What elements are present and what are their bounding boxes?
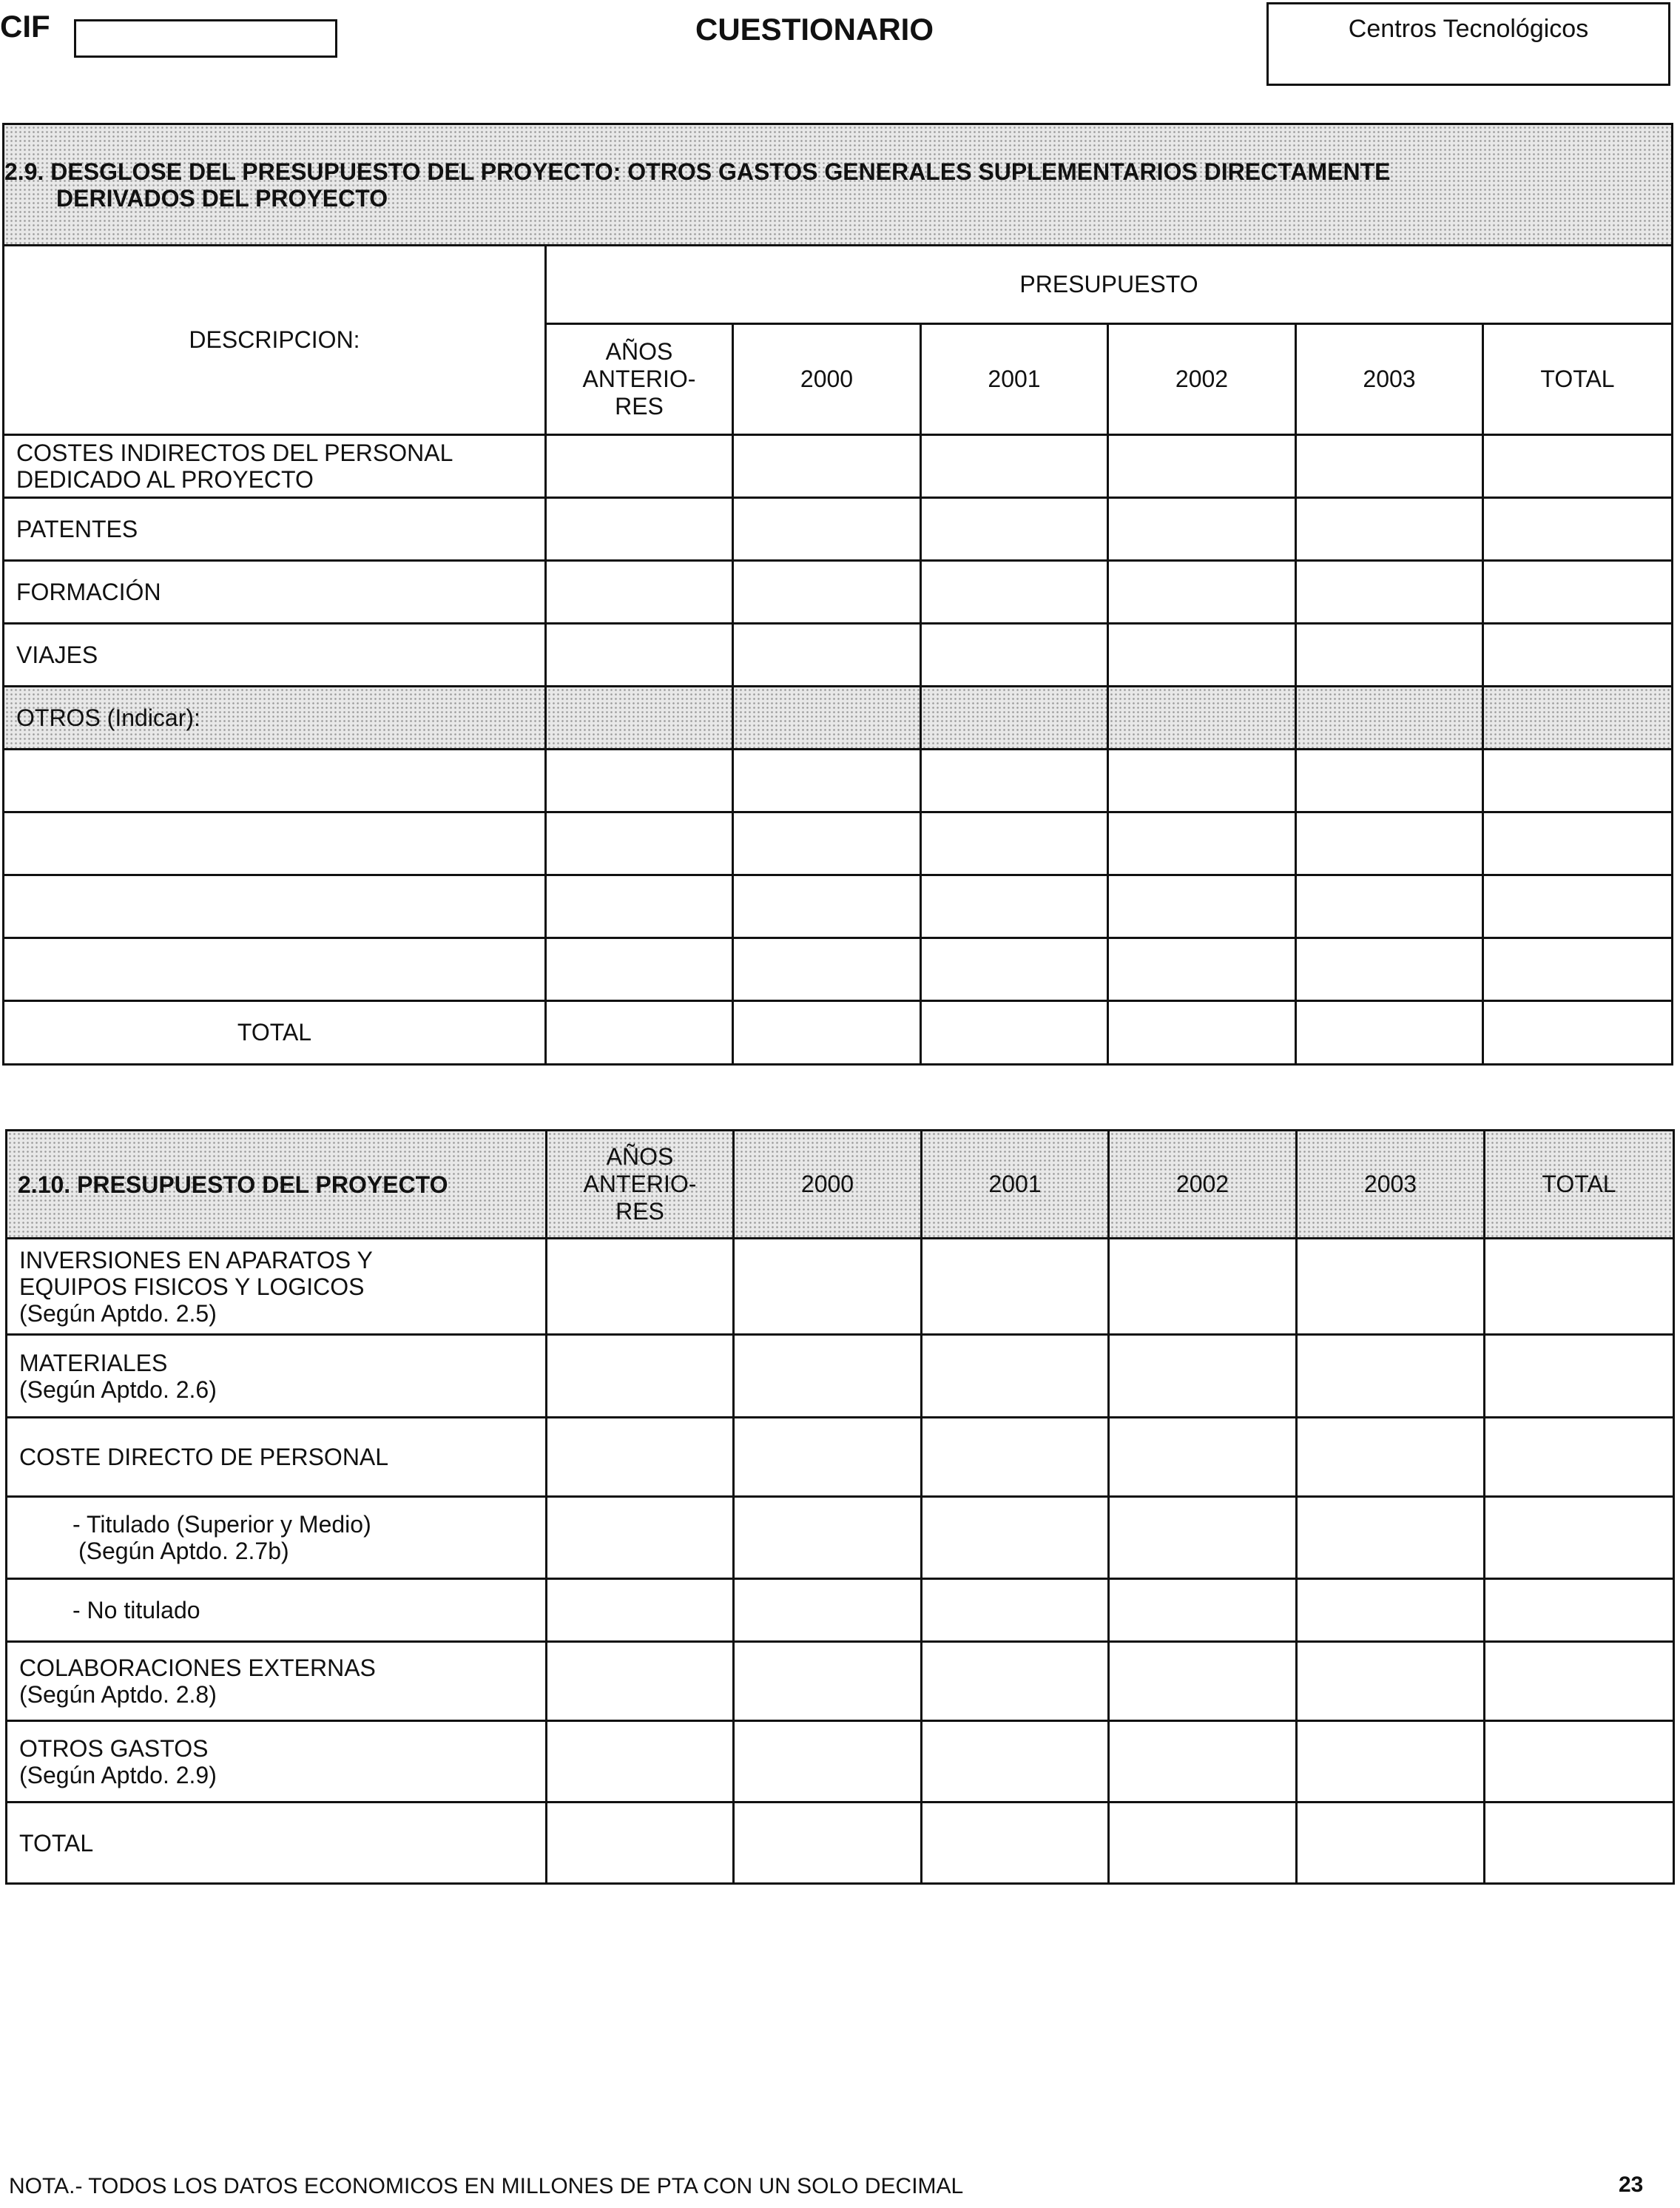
shaded-cell (546, 687, 733, 750)
input-cell[interactable] (1485, 1239, 1674, 1335)
presupuesto-proyecto-table (5, 1129, 1675, 1885)
col-2001: 2001 (921, 324, 1108, 435)
section-2-9-title-line2: DERIVADOS DEL PROYECTO (56, 184, 388, 212)
input-cell[interactable] (1483, 938, 1673, 1001)
input-cell[interactable] (1108, 812, 1296, 875)
row-label-titulado: - Titulado (Superior y Medio) (Según Aptdo. 2.7b) (7, 1497, 547, 1579)
col-2000: 2000 (734, 1131, 922, 1239)
col-2002: 2002 (1109, 1131, 1297, 1239)
input-cell[interactable] (1297, 1579, 1485, 1642)
shaded-cell (1296, 687, 1483, 750)
row-label-materiales: MATERIALES (Según Aptdo. 2.6) (7, 1335, 547, 1418)
input-cell[interactable] (547, 1642, 734, 1721)
input-cell[interactable] (547, 1239, 734, 1335)
shaded-cell (921, 687, 1108, 750)
row-label-coste-directo: COSTE DIRECTO DE PERSONAL (7, 1418, 547, 1497)
input-cell[interactable] (1483, 498, 1673, 561)
row-label-inversiones: INVERSIONES EN APARATOS Y EQUIPOS FISICOS Y LOGICOS (Según Aptdo. 2.5) (7, 1239, 547, 1335)
input-cell[interactable] (922, 1803, 1109, 1884)
input-cell[interactable] (1483, 875, 1673, 938)
input-cell[interactable] (1296, 875, 1483, 938)
input-cell[interactable] (1297, 1642, 1485, 1721)
input-cell[interactable] (734, 1418, 922, 1497)
input-cell[interactable] (1485, 1418, 1674, 1497)
input-cell[interactable] (1485, 1335, 1674, 1418)
input-cell[interactable] (921, 812, 1108, 875)
input-cell[interactable] (921, 938, 1108, 1001)
footer-note: NOTA.- TODOS LOS DATOS ECONOMICOS EN MILLONES DE PTA CON UN SOLO DECIMAL (9, 2174, 964, 2198)
input-cell[interactable] (1483, 1001, 1673, 1065)
input-cell[interactable] (1485, 1642, 1674, 1721)
centro-label: Centros Tecnológicos (1348, 15, 1589, 43)
input-cell[interactable] (1297, 1239, 1485, 1335)
page-title: CUESTIONARIO (695, 12, 934, 47)
input-cell[interactable] (1297, 1721, 1485, 1803)
input-cell[interactable] (1485, 1803, 1674, 1884)
input-cell[interactable] (1296, 1001, 1483, 1065)
col-total: TOTAL (1483, 324, 1673, 435)
input-cell[interactable] (1108, 875, 1296, 938)
input-cell[interactable] (1108, 938, 1296, 1001)
input-cell[interactable] (921, 875, 1108, 938)
input-cell[interactable] (1483, 750, 1673, 812)
input-cell[interactable] (922, 1497, 1109, 1579)
input-cell[interactable] (547, 1497, 734, 1579)
shaded-cell (733, 687, 921, 750)
input-cell[interactable] (1109, 1497, 1297, 1579)
shaded-cell (1483, 687, 1673, 750)
section-2-10-title: 2.10. PRESUPUESTO DEL PROYECTO (7, 1131, 547, 1239)
input-cell[interactable] (546, 875, 733, 938)
input-cell[interactable] (1296, 435, 1483, 498)
input-cell[interactable] (1485, 1721, 1674, 1803)
input-cell[interactable] (922, 1239, 1109, 1335)
input-cell[interactable] (1109, 1803, 1297, 1884)
input-cell[interactable] (733, 624, 921, 687)
col-2003: 2003 (1296, 324, 1483, 435)
input-cell[interactable] (1109, 1642, 1297, 1721)
input-cell[interactable] (1485, 1579, 1674, 1642)
input-cell[interactable] (733, 435, 921, 498)
col-2003: 2003 (1297, 1131, 1485, 1239)
input-cell[interactable] (922, 1642, 1109, 1721)
section-2-9-title (4, 124, 1673, 246)
row-label-costes-indirectos: COSTES INDIRECTOS DEL PERSONAL DEDICADO AL PROYECTO (4, 435, 546, 498)
input-cell[interactable] (1109, 1418, 1297, 1497)
input-cell[interactable] (1483, 435, 1673, 498)
input-cell[interactable] (1108, 561, 1296, 624)
input-cell[interactable] (733, 561, 921, 624)
input-cell[interactable] (546, 938, 733, 1001)
otros-description-field[interactable] (4, 938, 546, 1001)
input-cell[interactable] (1483, 624, 1673, 687)
centro-box (1266, 2, 1670, 86)
input-cell[interactable] (1109, 1239, 1297, 1335)
input-cell[interactable] (546, 561, 733, 624)
input-cell[interactable] (922, 1418, 1109, 1497)
col-total: TOTAL (1485, 1131, 1674, 1239)
row-label-otros-gastos: OTROS GASTOS (Según Aptdo. 2.9) (7, 1721, 547, 1803)
col-2000: 2000 (733, 324, 921, 435)
input-cell[interactable] (733, 812, 921, 875)
input-cell[interactable] (734, 1721, 922, 1803)
input-cell[interactable] (1108, 1001, 1296, 1065)
col-2001: 2001 (922, 1131, 1109, 1239)
input-cell[interactable] (546, 812, 733, 875)
input-cell[interactable] (1296, 498, 1483, 561)
cif-label: CIF (0, 9, 50, 44)
input-cell[interactable] (921, 624, 1108, 687)
input-cell[interactable] (1296, 812, 1483, 875)
input-cell[interactable] (734, 1239, 922, 1335)
col-2002: 2002 (1108, 324, 1296, 435)
input-cell[interactable] (1108, 750, 1296, 812)
input-cell[interactable] (1297, 1335, 1485, 1418)
row-label-total: TOTAL (7, 1803, 547, 1884)
input-cell[interactable] (1108, 435, 1296, 498)
row-label-otros: OTROS (Indicar): (4, 687, 546, 750)
input-cell[interactable] (547, 1335, 734, 1418)
input-cell[interactable] (733, 1001, 921, 1065)
input-cell[interactable] (1109, 1335, 1297, 1418)
input-cell[interactable] (921, 435, 1108, 498)
input-cell[interactable] (1297, 1497, 1485, 1579)
input-cell[interactable] (922, 1721, 1109, 1803)
input-cell[interactable] (734, 1803, 922, 1884)
input-cell[interactable] (546, 435, 733, 498)
input-cell[interactable] (547, 1579, 734, 1642)
otros-description-field[interactable] (4, 875, 546, 938)
input-cell[interactable] (1483, 561, 1673, 624)
input-cell[interactable] (1108, 498, 1296, 561)
input-cell[interactable] (547, 1803, 734, 1884)
input-cell[interactable] (1483, 812, 1673, 875)
input-cell[interactable] (1296, 624, 1483, 687)
input-cell[interactable] (733, 750, 921, 812)
input-cell[interactable] (734, 1642, 922, 1721)
col-anos-anteriores: AÑOS ANTERIO- RES (546, 324, 733, 435)
input-cell[interactable] (1296, 750, 1483, 812)
input-cell[interactable] (734, 1335, 922, 1418)
input-cell[interactable] (734, 1497, 922, 1579)
row-label-colaboraciones: COLABORACIONES EXTERNAS (Según Aptdo. 2.8) (7, 1642, 547, 1721)
input-cell[interactable] (1108, 624, 1296, 687)
input-cell[interactable] (1296, 561, 1483, 624)
input-cell[interactable] (922, 1335, 1109, 1418)
input-cell[interactable] (546, 498, 733, 561)
input-cell[interactable] (733, 498, 921, 561)
input-cell[interactable] (921, 750, 1108, 812)
input-cell[interactable] (921, 498, 1108, 561)
input-cell[interactable] (1297, 1803, 1485, 1884)
otros-description-field[interactable] (4, 812, 546, 875)
input-cell[interactable] (733, 938, 921, 1001)
descripcion-header: DESCRIPCION: (4, 246, 546, 435)
input-cell[interactable] (1485, 1497, 1674, 1579)
input-cell[interactable] (1109, 1579, 1297, 1642)
row-label-patentes: PATENTES (4, 498, 546, 561)
input-cell[interactable] (1296, 938, 1483, 1001)
input-cell[interactable] (733, 875, 921, 938)
input-cell[interactable] (546, 750, 733, 812)
row-label-no-titulado: - No titulado (7, 1579, 547, 1642)
shaded-cell (1108, 687, 1296, 750)
col-anos-anteriores: AÑOS ANTERIO- RES (547, 1131, 734, 1239)
row-label-total: TOTAL (4, 1001, 546, 1065)
input-cell[interactable] (1109, 1721, 1297, 1803)
input-cell[interactable] (921, 561, 1108, 624)
otros-description-field[interactable] (4, 750, 546, 812)
input-cell[interactable] (922, 1579, 1109, 1642)
row-label-formacion: FORMACIÓN (4, 561, 546, 624)
input-cell[interactable] (547, 1418, 734, 1497)
input-cell[interactable] (546, 1001, 733, 1065)
input-cell[interactable] (734, 1579, 922, 1642)
section-2-9-title-line1: 2.9. DESGLOSE DEL PRESUPUESTO DEL PROYECTO: OTROS GASTOS GENERALES SUPLEMENTARIOS DIRECTAMENTE (4, 158, 1391, 185)
otros-gastos-table (2, 123, 1673, 1066)
input-cell[interactable] (921, 1001, 1108, 1065)
presupuesto-header: PRESUPUESTO (546, 246, 1673, 324)
input-cell[interactable] (1297, 1418, 1485, 1497)
page-number: 23 (1619, 2172, 1644, 2197)
input-cell[interactable] (546, 624, 733, 687)
input-cell[interactable] (547, 1721, 734, 1803)
cif-field[interactable] (74, 19, 337, 58)
row-label-viajes: VIAJES (4, 624, 546, 687)
